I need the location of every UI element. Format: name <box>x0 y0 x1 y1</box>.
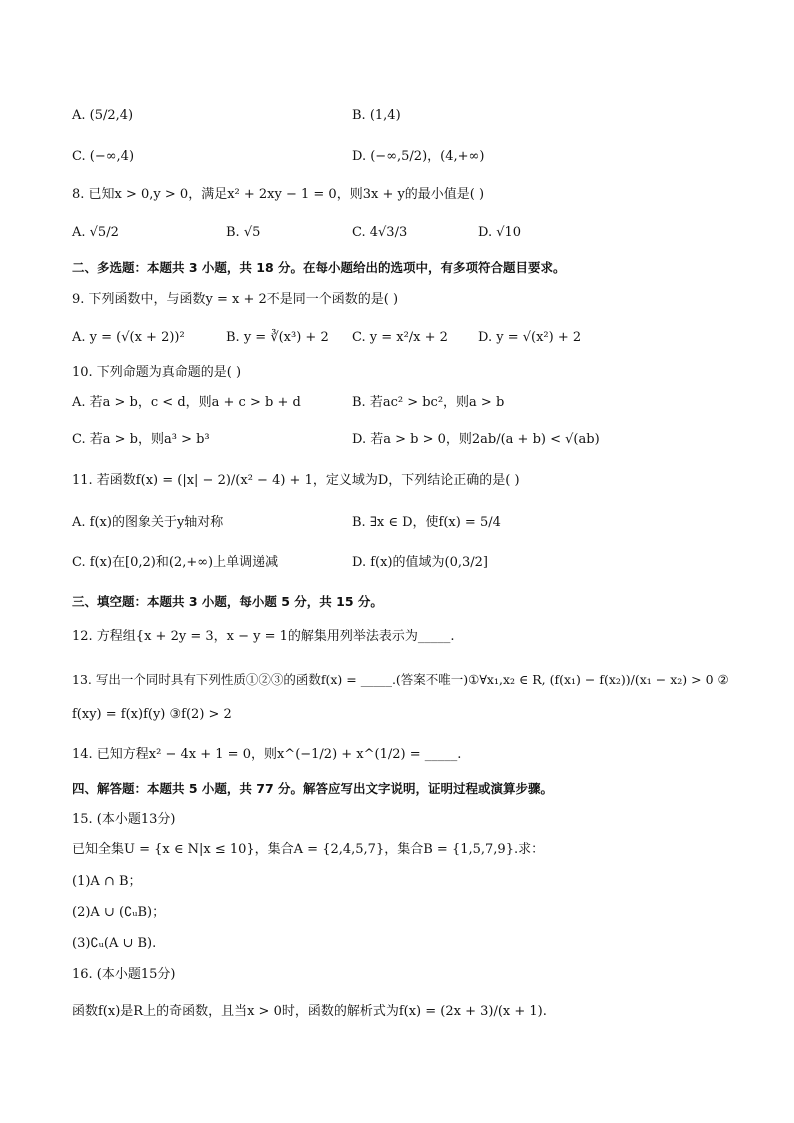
q16-stem: 函数f(x)是R上的奇函数，且当x > 0时，函数的解析式为f(x) = (2x + 3)/(x + 1). <box>72 1004 547 1019</box>
section-4-heading: 四、解答题：本题共 5 小题，共 77 分。解答应写出文字说明，证明过程或演算步骤。 <box>72 781 554 796</box>
q10-option-a: A. 若a > b，c < d，则a + c > b + d <box>72 395 301 410</box>
q9-option-a: A. y = (√(x + 2))² <box>72 330 185 345</box>
q8-option-a: A. √5/2 <box>72 225 119 240</box>
q7-option-c: C. (−∞,4) <box>72 149 135 164</box>
q9-option-b: B. y = ∛(x³) + 2 <box>226 330 329 345</box>
q9-option-c: C. y = x²/x + 2 <box>352 330 448 345</box>
q11-option-c: C. f(x)在[0,2)和(2,+∞)上单调递减 <box>72 555 279 570</box>
q11-stem: 11. 若函数f(x) = (|x| − 2)/(x² − 4) + 1，定义域为D，下列结论正确的是( ) <box>72 473 520 488</box>
q11-option-a: A. f(x)的图象关于y轴对称 <box>72 515 224 530</box>
q11-option-b: B. ∃x ∈ D，使f(x) = 5/4 <box>352 515 501 530</box>
q11-option-d: D. f(x)的值域为(0,3/2] <box>352 555 488 570</box>
q7-option-a: A. (5/2,4) <box>72 108 134 123</box>
q15-part-1: (1)A ∩ B； <box>72 874 142 889</box>
q15-part-2: (2)A ∪ (∁ᵤB)； <box>72 905 166 920</box>
q8-option-c: C. 4√3/3 <box>352 225 408 240</box>
q15-part-3: (3)∁ᵤ(A ∪ B). <box>72 936 157 951</box>
q9-option-d: D. y = √(x²) + 2 <box>478 330 582 345</box>
section-3-heading: 三、填空题：本题共 3 小题，每小题 5 分，共 15 分。 <box>72 594 383 609</box>
q14-stem: 14. 已知方程x² − 4x + 1 = 0，则x^(−1/2) + x^(1/2) = _____. <box>72 747 462 762</box>
q8-option-b: B. √5 <box>226 225 261 240</box>
q13-stem-line-2: f(xy) = f(x)f(y) ③f(2) > 2 <box>72 707 232 722</box>
section-2-heading: 二、多选题：本题共 3 小题，共 18 分。在每小题给出的选项中，有多项符合题目要求。 <box>72 260 566 275</box>
q16-heading: 16. (本小题15分) <box>72 967 176 982</box>
q10-option-c: C. 若a > b，则a³ > b³ <box>72 432 210 447</box>
q10-option-d: D. 若a > b > 0，则2ab/(a + b) < √(ab) <box>352 432 600 447</box>
q15-heading: 15. (本小题13分) <box>72 812 176 827</box>
q10-option-b: B. 若ac² > bc²，则a > b <box>352 395 505 410</box>
q13-stem-line-1: 13. 写出一个同时具有下列性质①②③的函数f(x) = _____.(答案不唯一)①∀x₁,x₂ ∈ R, (f(x₁) − f(x₂))/(x₁ − x₂) > 0 ② <box>72 672 729 687</box>
q10-stem: 10. 下列命题为真命题的是( ) <box>72 365 242 380</box>
q15-stem: 已知全集U = {x ∈ N|x ≤ 10}，集合A = {2,4,5,7}，集合B = {1,5,7,9}.求： <box>72 842 545 857</box>
q9-stem: 9. 下列函数中，与函数y = x + 2不是同一个函数的是( ) <box>72 292 399 307</box>
q7-option-b: B. (1,4) <box>352 108 401 123</box>
q8-option-d: D. √10 <box>478 225 522 240</box>
q8-stem: 8. 已知x > 0,y > 0，满足x² + 2xy − 1 = 0，则3x + y的最小值是( ) <box>72 187 485 202</box>
q12-stem: 12. 方程组{x + 2y = 3，x − y = 1的解集用列举法表示为_____. <box>72 629 455 644</box>
q7-option-d: D. (−∞,5/2)，(4,+∞) <box>352 149 485 164</box>
